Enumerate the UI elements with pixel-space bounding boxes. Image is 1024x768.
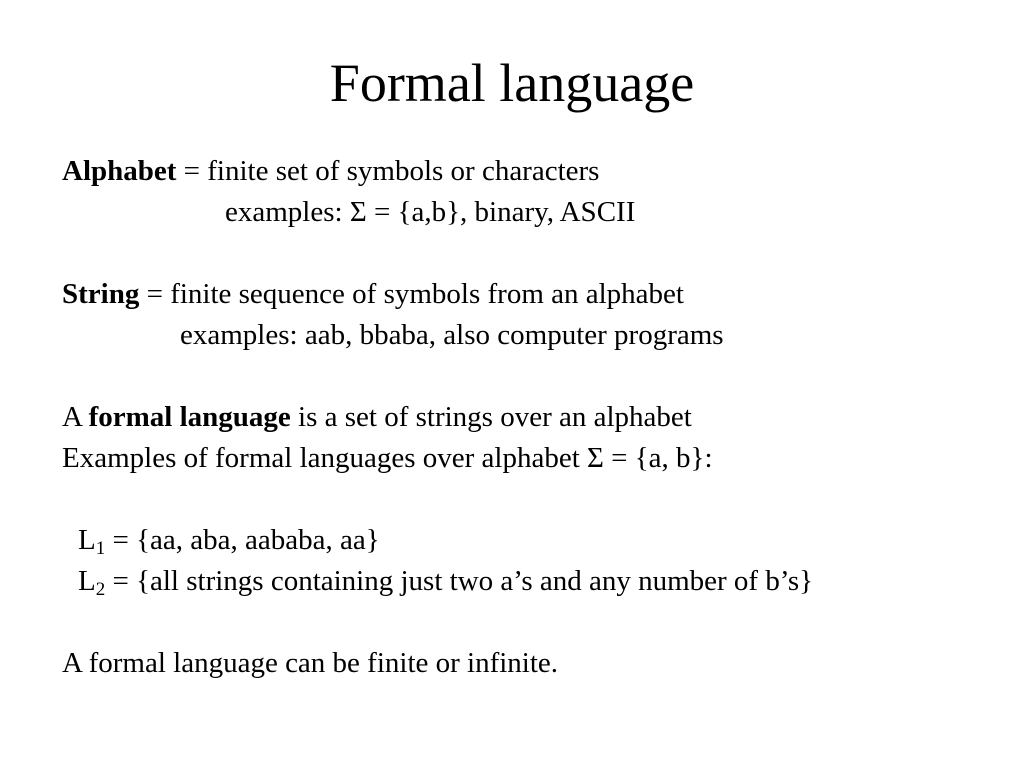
formal-language-suffix: is a set of strings over an alphabet (290, 401, 692, 433)
formal-language-definition (62, 403, 692, 432)
alphabet-term: Alphabet (62, 155, 177, 187)
language-l1 (78, 526, 380, 558)
formal-language-prefix: A (62, 401, 89, 433)
string-term: String (62, 278, 140, 310)
language-l1-name: L (78, 524, 96, 556)
language-l1-subscript: 1 (95, 538, 106, 559)
language-l2-definition: = {all strings containing just two a’s and any number of b’s} (105, 565, 814, 597)
alphabet-definition-text: = finite set of symbols or characters (176, 155, 600, 187)
slide-title: Formal language (329, 53, 695, 113)
conclusion: A formal language can be finite or infinite. (62, 647, 559, 679)
string-examples: examples: aab, bbaba, also computer programs (180, 319, 724, 351)
language-l2-subscript: 2 (95, 579, 106, 600)
alphabet-definition (62, 157, 599, 186)
string-definition-text: = finite sequence of symbols from an alphabet (139, 278, 684, 310)
string-definition (62, 280, 684, 309)
language-l2-name: L (78, 565, 96, 597)
language-l2 (78, 567, 813, 599)
language-l1-definition: = {aa, aba, aababa, aa} (105, 524, 380, 556)
alphabet-examples: examples: Σ = {a,b}, binary, ASCII (225, 196, 636, 228)
formal-language-examples-intro: Examples of formal languages over alphabet Σ = {a, b}: (62, 442, 713, 474)
formal-language-term: formal language (88, 401, 291, 433)
